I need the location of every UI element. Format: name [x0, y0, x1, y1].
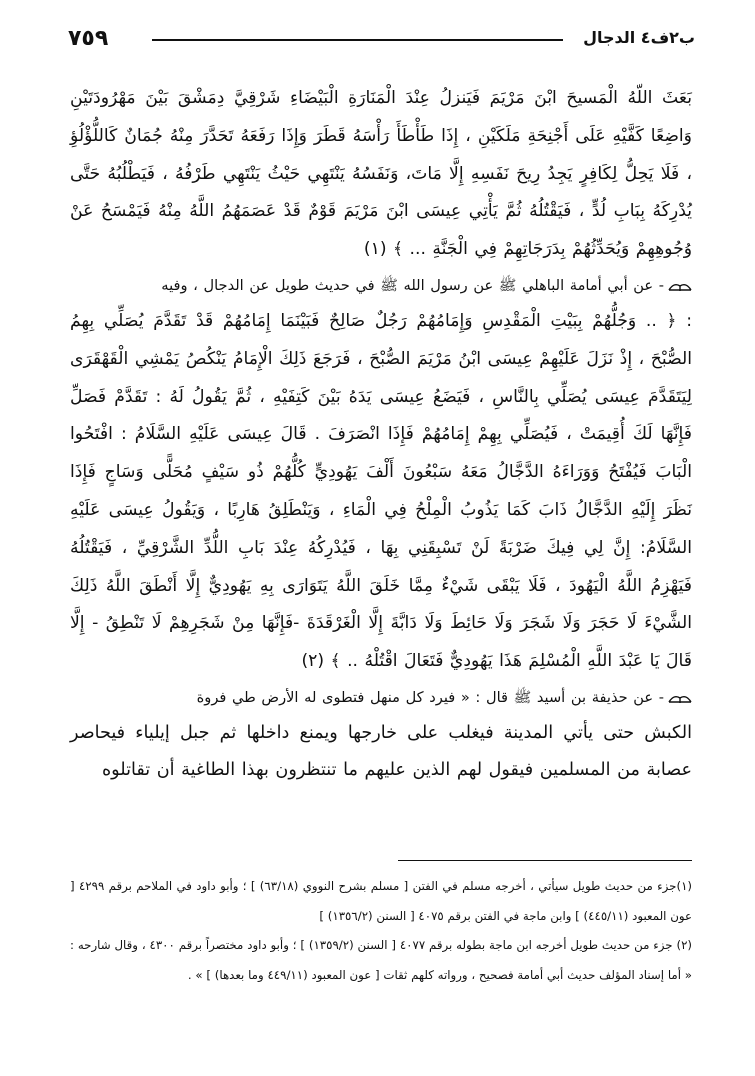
- intro-text: - عن حذيفة بن أسيد ﷺ قال : « فيرد كل منهل فتطوى له الأرض طي فروة: [196, 688, 664, 706]
- paragraph-intro-2: [70, 269, 692, 303]
- main-text: [70, 80, 692, 790]
- page-number: ٧٥٩: [68, 26, 109, 51]
- footnote-rule: [398, 860, 692, 861]
- intro-text: - عن أبي أمامة الباهلي ﷺ عن رسول الله ﷺ في حديث طويل عن الدجال ، وفيه: [161, 276, 664, 294]
- footnotes: [70, 872, 692, 990]
- header-rule: [152, 39, 563, 41]
- paragraph-intro-3: [70, 681, 692, 715]
- header-title: ب٢ف٤ الدجال: [583, 28, 695, 47]
- footnote-1: (١)جزء من حديث طويل سيأتي ، أخرجه مسلم في الفتن [ مسلم بشرح النووي (٦٣/١٨) ] ؛ وأبو داود في الملاحم برقم ٤٢٩٩ [ عون المعبود (٤٤٥/١١) ] وابن ماجة في الفتن برقم ٤٠٧٥ [ السنن (١٣٥٦/٢) ]: [70, 879, 693, 923]
- book-icon: [668, 280, 692, 292]
- book-icon: [668, 692, 692, 704]
- running-header: [60, 22, 695, 52]
- footnote-2: (٢) جزء من حديث طويل أخرجه ابن ماجة بطوله برقم ٤٠٧٧ [ السنن (١٣٥٩/٢) ] ؛ وأبو داود مختصراً برقم ٤٣٠٠ ، وقال شارحه : « أما إسناد المؤلف حديث أبي أمامة فصحيح ، ورواته كلهم ثقات [ عون المعبود (٤٤٩/١١ وما بعدها) ] » .: [70, 938, 693, 982]
- paragraph-hadith-3: الكبش حتى يأتي المدينة فيغلب على خارجها ويمنع داخلها ثم جبل إيلياء فيحاصر عصابة من المسلمين فيقول لهم الذين عليهم ما تنتظرون بهذا الطاغية أن تقاتلوه: [70, 722, 692, 781]
- paragraph-hadith-1: بَعَثَ اللّهُ الْمَسيحَ ابْنَ مَرْيَمَ فَيَنزلُ عِنْدَ الْمَنَارَةِ الْبَيْضَاءِ شَرْقِيَّ دِمَشْقَ بَيْنَ مَهْرُودَتَيْنِ وَاضِعًا كَفَّيْهِ عَلَى أَجْنِحَةِ مَلَكَيْنِ ، إِذَا طَأْطَأَ رَأْسَهُ قَطَرَ وَإِذَا رَفَعَهُ تَحَدَّرَ مِنْهُ جُمَانٌ كَاللُّؤْلُؤِ ، فَلَا يَحِلُّ لِكَافِرٍ يَجِدُ رِيحَ نَفَسِهِ إِلَّا مَاتَ، وَنَفَسُهُ يَنْتَهِي حَيْثُ يَنْتَهِي طَرْفُهُ ، فَيَطْلُبُهُ حَتَّى يُدْرِكَهُ بِبَابِ لُدٍّ ، فَيَقْتُلُهُ ثُمَّ يَأْتِي عِيسَى ابْنَ مَرْيَمَ قَوْمٌ قَدْ عَصَمَهُمُ اللَّهُ مِنْهُ فَيَمْسَحُ عَنْ وُجُوهِهِمْ وَيُحَدِّثُهُمْ بِدَرَجَاتِهِمْ فِي الْجَنَّةِ ... ﴾ (١): [70, 88, 692, 260]
- paragraph-hadith-2: : ﴿ .. وَجُلُّهُمْ بِبَيْتِ الْمَقْدِسِ وَإِمَامُهُمْ رَجُلٌ صَالِحٌ فَبَيْنَمَا إِمَامُهُمْ قَدْ تَقَدَّمَ يُصَلِّي بِهِمُ الصُّبْحَ ، إِذْ نَزَلَ عَلَيْهِمْ عِيسَى ابْنُ مَرْيَمَ الصُّبْحَ ، فَرَجَعَ ذَلِكَ الْإِمَامُ يَنْكُصُ يَمْشِي الْقَهْقَرَى لِيَتَقَدَّمَ عِيسَى يُصَلِّي بِالنَّاسِ ، فَيَضَعُ عِيسَى يَدَهُ بَيْنَ كَتِفَيْهِ ، ثُمَّ يَقُولُ لَهُ : تَقَدَّمْ فَصَلِّ فَإِنَّهَا لَكَ أُقِيمَتْ ، فَيُصَلِّي بِهِمْ إِمَامُهُمْ فَإِذَا انْصَرَفَ . قَالَ عِيسَى عَلَيْهِ السَّلَامُ : افْتَحُوا الْبَابَ فَيُفْتَحُ وَوَرَاءَهُ الدَّجَّالُ مَعَهُ سَبْعُونَ أَلْفَ يَهُودِيٍّ كُلُّهُمْ ذُو سَيْفٍ مُحَلًّى وَسَاجٍ فَإِذَا نَظَرَ إِلَيْهِ الدَّجَّالُ ذَابَ كَمَا يَذُوبُ الْمِلْحُ فِي الْمَاءِ ، وَيَنْطَلِقُ هَارِبًا ، وَيَقُولُ عِيسَى عَلَيْهِ السَّلَامُ: إِنَّ لِي فِيكَ ضَرْبَةً لَنْ تَسْبِقَنِي بِهَا ، فَيُدْرِكُهُ عِنْدَ بَابِ اللُّدِّ الشَّرْقِيِّ ، فَيَقْتُلُهُ فَيَهْزِمُ اللَّهُ الْيَهُودَ ، فَلَا يَبْقَى شَيْءٌ مِمَّا خَلَقَ اللَّهُ يَتَوَارَى بِهِ يَهُودِيٌّ إِلَّا أَنْطَقَ اللَّهُ ذَلِكَ الشَّيْءَ لَا حَجَرَ وَلَا شَجَرَ وَلَا حَائِطَ وَلَا دَابَّةَ إِلَّا الْغَرْقَدَةَ -فَإِنَّهَا مِنْ شَجَرِهِمْ لَا تَنْطِقُ - إِلَّا قَالَ يَا عَبْدَ اللَّهِ الْمُسْلِمَ هَذَا يَهُودِيٌّ فَتَعَالَ اقْتُلْهُ .. ﴾ (٢): [70, 310, 692, 672]
